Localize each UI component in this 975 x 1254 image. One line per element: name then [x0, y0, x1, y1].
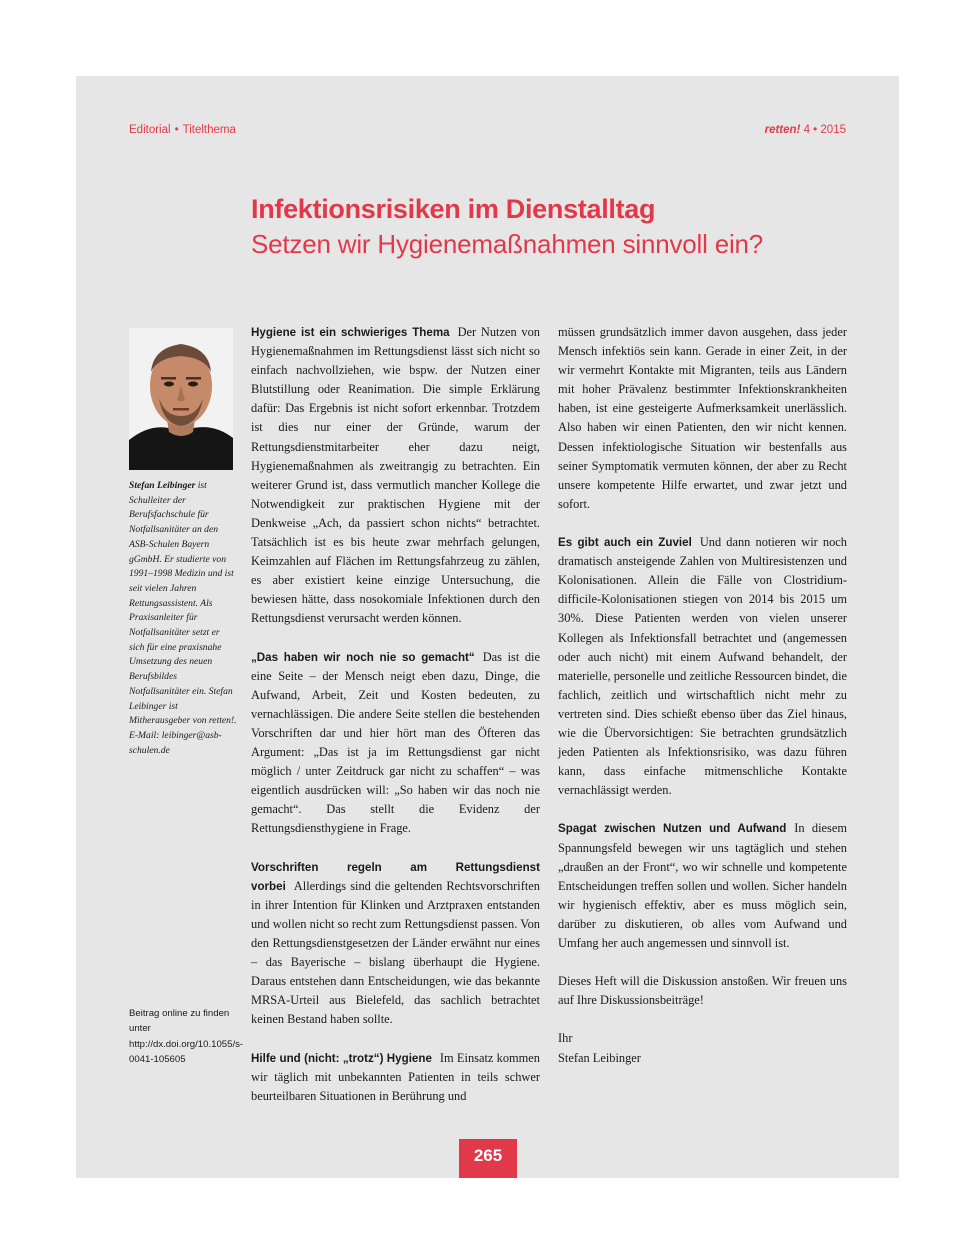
magazine-name: retten! [764, 124, 801, 136]
paragraph-text: In diesem Spannungsfeld bewegen wir uns tagtäglich und stehen „draußen an der Front“, wo wir schnelle und kompetente Entscheidungen treffen sollen und wollen. Sicher handeln wir hygienisch effektiv, aber es muss möglich sein, darüber zu diskutieren, ob alles vom Aufwand und Umfang her auch angemessen und sinnvoll ist. [558, 821, 847, 950]
issue-number: 4 • 2015 [803, 124, 846, 136]
paragraph-text: Allerdings sind die geltenden Rechtsvorschriften in ihrer Intention für Klinken und Arztpraxen entstanden und wollen nicht so recht zum Rettungsdienst passen. Von den Rettungsdienstgesetzen der Länder erwähnt nur eines – das Bayerische – bislang überhaupt die Hygiene. Daraus entstehen dann Entscheidungen, wie das bekannte MRSA-Urteil aus Bielefeld, das sachlich betrachtet keinen Bestand haben sollte. [251, 878, 540, 1027]
paragraph-heading: Es gibt auch ein Zuviel [558, 536, 692, 550]
article-subtitle: Setzen wir Hygienemaßnahmen sinnvoll ein? [251, 229, 764, 259]
author-bio-text: ist Schulleiter der Berufsfachschule für Notfallsanitäter an den ASB-Schulen Bayern gGmbH. Er studierte von 1991–1998 Medizin und ist seit vielen Jahren Rettungsassistent. Als Praxisanleiter für Notfallsanitäter setzt er sich für eine praxisnahe Umsetzung des neuen Berufsbildes Notfallsanitäter ein. Stefan Leibinger ist Mitherausgeber von retten!. E-Mail: leibinger@asb-schulen.de [129, 480, 237, 756]
header-section: Editorial [129, 124, 171, 136]
author-portrait-icon [129, 328, 233, 470]
paragraph [251, 323, 540, 629]
paragraph [251, 858, 540, 1030]
paragraph [251, 1049, 540, 1106]
paragraph [251, 648, 540, 839]
paragraph [558, 533, 847, 800]
paragraph-heading: Vorschriften regeln am Rettungsdienst vorbei [251, 860, 540, 893]
paragraph-text: Der Nutzen von Hygienemaßnahmen im Rettungsdienst lässt sich nicht so einfach nachvollziehen, wie bspw. der Nutzen einer Blutstillung oder Reanimation. Die simple Erklärung dafür: Das Ergebnis ist nicht sofort erkennbar. Trotzdem ist dies nur einer der Gründe, warum der Rettungsdienstmitarbeiter eher dazu neigt, Hygienemaßnahmen als zweitrangig zu betrachten. Ein weiterer Grund ist, dass vermutlich mancher Kollege die Notwendigkeit zur praktischen Hygiene mit der Denkweise „Ach, da passiert schon nichts“ betrachtet. Tatsächlich ist es bis heute zwar mehrfach gelungen, Keimzahlen auf Flächen im Rettungsfahrzeug zu zählen, es aber existiert keine einzige Untersuchung, die bewiesen hätte, dass nosokomiale Infektionen durch den Rettungsdienst verursacht werden können. [251, 325, 540, 626]
paragraph-text: Und dann notieren wir noch dramatisch ansteigende Zahlen von Multiresistenzen und Kolonisationen. Allein die Fälle von Clostridium-difficile-Kolonisationen stiegen von 2014 bis 2015 um 30%. Diese Patienten werden von vielen unserer Kollegen als Infektionsfall betrachtet und (angemessen oder auch nicht) mit einem Aufwand behandelt, der materielle, personelle und zeitliche Ressourcen bindet, die fachlich, zeitlich und wirtschaftlich nicht mehr zu vertreten sind. Dies schießt ebenso über das Ziel hinaus, wie die Übervorsichtigen: Sie betrachten grundsätzlich jeden Patienten als Infektionsrisiko, was dazu führen kann, dass einfache mitmenschliche Kontakte vernachlässigt werden. [558, 535, 848, 798]
paragraph-heading: „Das haben wir noch nie so gemacht“ [251, 650, 475, 664]
author-photo [129, 328, 233, 470]
running-header-issue [765, 124, 846, 136]
signature-closing: Ihr [558, 1031, 573, 1046]
header-subsection: Titelthema [182, 124, 236, 136]
page-number: 265 [459, 1139, 517, 1178]
running-header-section [129, 124, 236, 136]
paragraph-heading: Hilfe und (nicht: „trotz“) Hygiene [251, 1051, 432, 1065]
online-note: Beitrag online zu finden unter http://dx.doi.org/10.1055/s-0041-105605 [129, 1008, 244, 1065]
signature [558, 1029, 847, 1067]
text-column-left [251, 323, 540, 1125]
paragraph-text: Das ist die eine Seite – der Mensch neigt eben dazu, Dinge, die Aufwand, Arbeit, Zeit und Kosten bedeuten, zu vernachlässigen. Die andere Seite stellen die bestehenden Vorschriften dar und hier hört man des Öfteren das Argument: „Das ist ja im Rettungsdienst gar nicht möglich / unter Zeitdruck gar nicht zu schaffen“ – was eigentlich ausdrücken will: „So haben wir das noch nie gemacht“. Das stellt die Evidenz der Rettungsdiensthygiene in Frage. [251, 649, 541, 836]
paragraph [558, 323, 847, 514]
paragraph-text: Dieses Heft will die Diskussion anstoßen. Wir freuen uns auf Ihre Diskussionsbeiträge! [558, 974, 847, 1008]
text-column-right [558, 323, 847, 1068]
header-bullet: • [174, 124, 179, 136]
signature-name: Stefan Leibinger [558, 1050, 641, 1065]
paragraph-text: müssen grundsätzlich immer davon ausgehen, dass jeder Mensch infektiös sein kann. Gerade in einer Zeit, in der wir vermehrt Kontakte mit Migranten, teils aus Ländern mit hoher Prävalenz bestimmter Infektionskrankheiten haben, ist eine gesteigerte Aufmerksamkeit unerlässlich. Also haben wir einen Patienten, den wir nicht kennen. Dessen infektiologische Situation wir bestenfalls aus seiner Symptomatik vermuten können, der aber zu Recht unsere kompetente Hilfe erwartet, und zwar jetzt und sofort. [558, 325, 847, 511]
paragraph [558, 819, 847, 953]
paragraph-heading: Hygiene ist ein schwieriges Thema [251, 326, 450, 339]
author-bio [129, 479, 237, 758]
paragraph-heading: Spagat zwischen Nutzen und Aufwand [558, 822, 787, 836]
author-name: Stefan Leibinger [129, 480, 196, 491]
paragraph [558, 972, 847, 1010]
article-title: Infektionsrisiken im Dienstalltag [251, 194, 656, 224]
paragraph-text: Im Einsatz kommen wir täglich mit unbekannten Patienten in teils schwer beurteilbaren Situationen in Berührung und [251, 1050, 540, 1103]
